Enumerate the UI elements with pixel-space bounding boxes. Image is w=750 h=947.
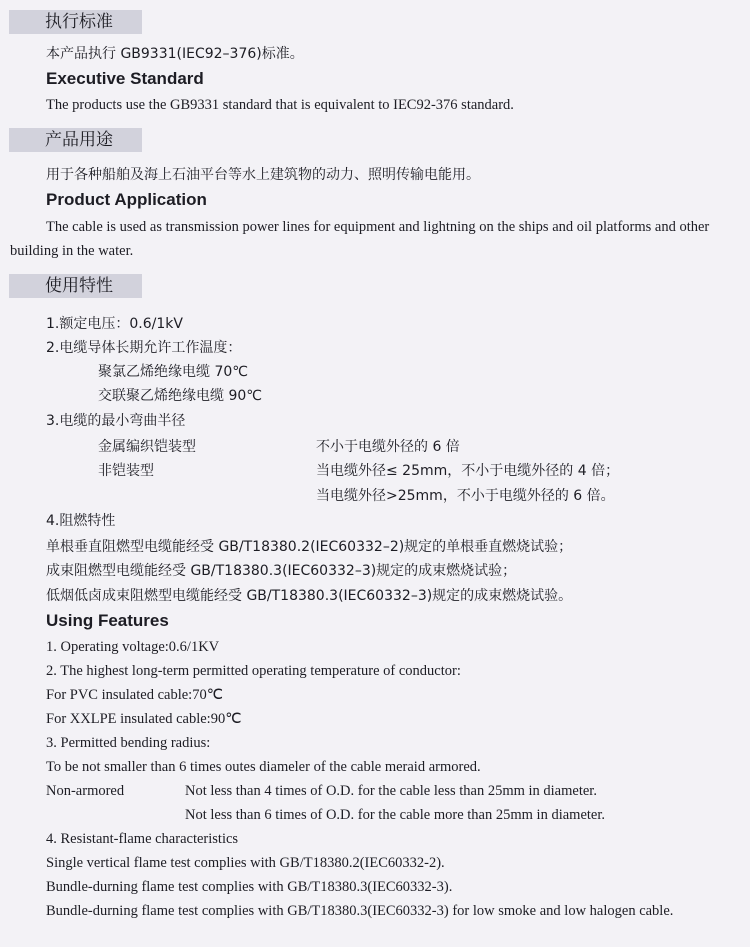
section-header-executive-standard: 执行标准 (9, 10, 142, 34)
using-features-l11: Bundle-durning flame test complies with GB/T18380.3(IEC60332-3). (46, 879, 453, 895)
feature-xlpe-temperature: 交联聚乙烯绝缘电缆 90℃ (98, 388, 262, 404)
using-features-l9: 4. Resistant-flame characteristics (46, 831, 239, 847)
flame-low-smoke: 低烟低卤成束阻燃型电缆能经受 GB/T18380.3(IEC60332–3)规定的成束燃烧试验。 (46, 588, 573, 604)
executive-standard-en-text: The products use the GB9331 standard that is equivalent to IEC92-376 standard. (46, 97, 514, 113)
feature-rated-voltage: 1.额定电压：0.6/1kV (46, 316, 183, 332)
section-header-using-features: 使用特性 (9, 274, 142, 298)
using-features-l8: Not less than 6 times of O.D. for the cable more than 25mm in diameter. (185, 807, 605, 823)
bending-armored-value: 不小于电缆外径的 6 倍 (316, 439, 460, 455)
section-header-product-application: 产品用途 (9, 128, 142, 152)
bending-armored-label: 金属编织铠装型 (98, 439, 196, 455)
feature-flame-retardant: 4.阻燃特性 (46, 513, 116, 529)
using-features-l6: To be not smaller than 6 times outes diameler of the cable meraid armored. (46, 759, 481, 775)
using-features-l7-value: Not less than 4 times of O.D. for the cable less than 25mm in diameter. (185, 783, 597, 799)
product-application-heading: Product Application (46, 190, 207, 209)
product-application-cn-text: 用于各种船舶及海上石油平台等水上建筑物的动力、照明传输电能用。 (46, 167, 480, 183)
using-features-l1: 1. Operating voltage:0.6/1KV (46, 639, 220, 655)
using-features-l5: 3. Permitted bending radius: (46, 735, 211, 751)
feature-operating-temperature: 2.电缆导体长期允许工作温度： (46, 340, 242, 356)
bending-non-armored-label: 非铠装型 (98, 463, 154, 479)
using-features-l12: Bundle-durning flame test complies with GB/T18380.3(IEC60332-3) for low smoke and low halogen cable. (46, 903, 674, 919)
feature-bending-radius: 3.电缆的最小弯曲半径 (46, 413, 186, 429)
using-features-l7-label: Non-armored (46, 783, 125, 799)
using-features-l2: 2. The highest long-term permitted operating temperature of conductor: (46, 663, 461, 679)
executive-standard-cn-text: 本产品执行 GB9331(IEC92–376)标准。 (46, 46, 304, 62)
feature-pvc-temperature: 聚氯乙烯绝缘电缆 70℃ (98, 364, 248, 380)
flame-single-vertical: 单根垂直阻燃型电缆能经受 GB/T18380.2(IEC60332–2)规定的单根垂直燃烧试验； (46, 539, 573, 555)
using-features-l3: For PVC insulated cable:70℃ (46, 687, 223, 703)
bending-non-armored-value2: 当电缆外径>25mm，不小于电缆外径的 6 倍。 (316, 488, 615, 504)
product-application-en-line1: The cable is used as transmission power lines for equipment and lightning on the ships and oil platforms and other (46, 219, 710, 235)
flame-bundle: 成束阻燃型电缆能经受 GB/T18380.3(IEC60332–3)规定的成束燃烧试验； (46, 563, 517, 579)
product-application-en-line2: building in the water. (10, 243, 134, 259)
using-features-l4: For XXLPE insulated cable:90℃ (46, 711, 242, 727)
executive-standard-heading: Executive Standard (46, 69, 204, 88)
using-features-l10: Single vertical flame test complies with GB/T18380.2(IEC60332-2). (46, 855, 445, 871)
using-features-heading: Using Features (46, 611, 169, 630)
bending-non-armored-value1: 当电缆外径≤ 25mm，不小于电缆外径的 4 倍； (316, 463, 620, 479)
